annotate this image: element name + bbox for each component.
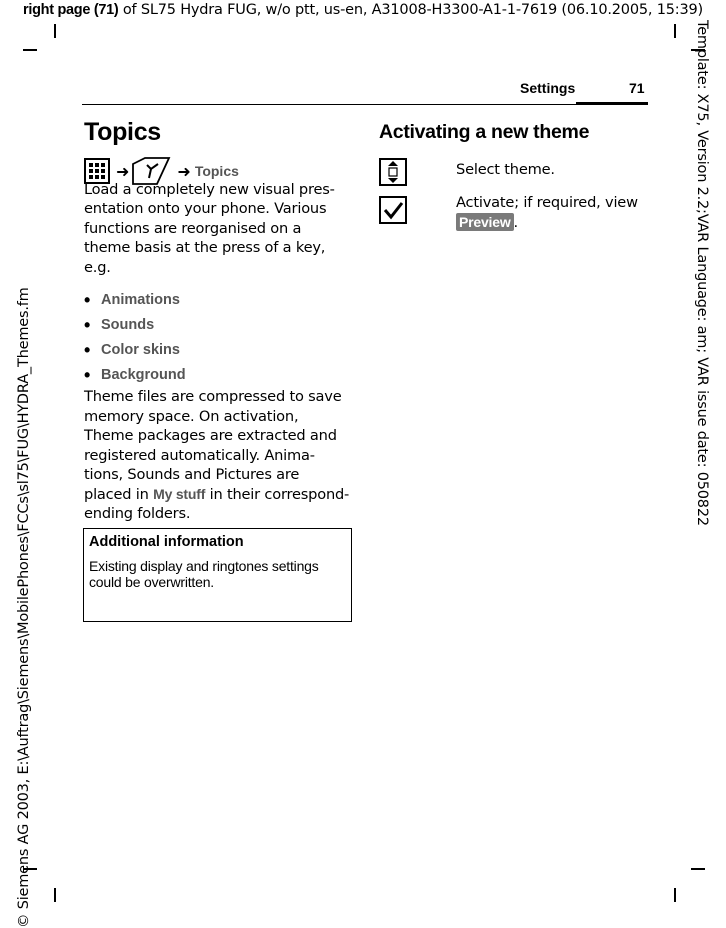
my-stuff-term: My stuff [153, 485, 206, 502]
feature-list [84, 287, 344, 387]
crop-mark [674, 888, 676, 902]
crop-mark [674, 24, 676, 38]
intro-paragraph [84, 160, 354, 277]
info-box-title: Additional information [89, 534, 244, 550]
menu-path-label: Topics [194, 163, 239, 179]
crop-mark [54, 24, 56, 38]
text-line: Theme files are compressed to save [84, 388, 342, 405]
copyright-margin-text: © Siemens AG 2003, E:\Auftrag\Siemens\MobilePhones\FCCs\sl75\FUG\HYDRA_Themes.fm [16, 287, 32, 928]
text-line: registered automatically. Anima- [84, 446, 315, 464]
list-item: • Color skins [84, 339, 180, 360]
text-line: ending folders. [84, 505, 191, 522]
text-line: placed in My stuff in their correspond- [84, 485, 350, 503]
navigation-key-icon [379, 158, 407, 186]
list-item: • Background [84, 364, 186, 385]
section-title: Settings [520, 80, 576, 96]
list-item: • Animations [84, 289, 180, 310]
text-line: Theme packages are extracted and [84, 427, 337, 444]
page-reference: right page (71) [23, 2, 119, 18]
step-activate-text: Activate; if required, view Preview . [456, 194, 638, 231]
header-rule [82, 104, 648, 105]
document-info-line [0, 0, 726, 20]
page-number: 71 [629, 80, 645, 96]
step-select-text: Select theme. [456, 161, 555, 178]
list-item: • Sounds [84, 314, 155, 335]
arrow-icon: ➜ [116, 161, 130, 181]
theme-files-paragraph [84, 387, 356, 524]
crop-mark [54, 888, 56, 902]
info-box-text: Existing display and ringtones settings could be overwritten. [89, 558, 319, 590]
preview-softkey: Preview [456, 213, 514, 231]
text-line: functions are reorganised on a [84, 219, 302, 237]
text-line: memory space. On activation, [84, 407, 299, 425]
text-line: Load a completely new visual pres- [84, 180, 335, 198]
text-line: entation onto your phone. Various [84, 200, 327, 217]
header-tab [576, 102, 648, 104]
document-reference: of SL75 Hydra FUG, w/o ptt, us-en, A31008-H3300-A1-1-7619 (06.10.2005, 15:39) [118, 2, 703, 18]
subsection-heading: Activating a new theme [379, 121, 590, 143]
text-line: theme basis at the press of a key, [84, 239, 326, 256]
additional-info-box [83, 528, 352, 622]
section-heading: Topics [84, 118, 161, 146]
text-line: e.g. [84, 258, 111, 276]
text-line: tions, Sounds and Pictures are [84, 466, 300, 483]
arrow-icon: ➜ [177, 161, 191, 181]
template-margin-text: Template: X75, Version 2.2;VAR Language: am; VAR issue date: 050822 [694, 20, 710, 526]
checkmark-key-icon [379, 196, 407, 224]
